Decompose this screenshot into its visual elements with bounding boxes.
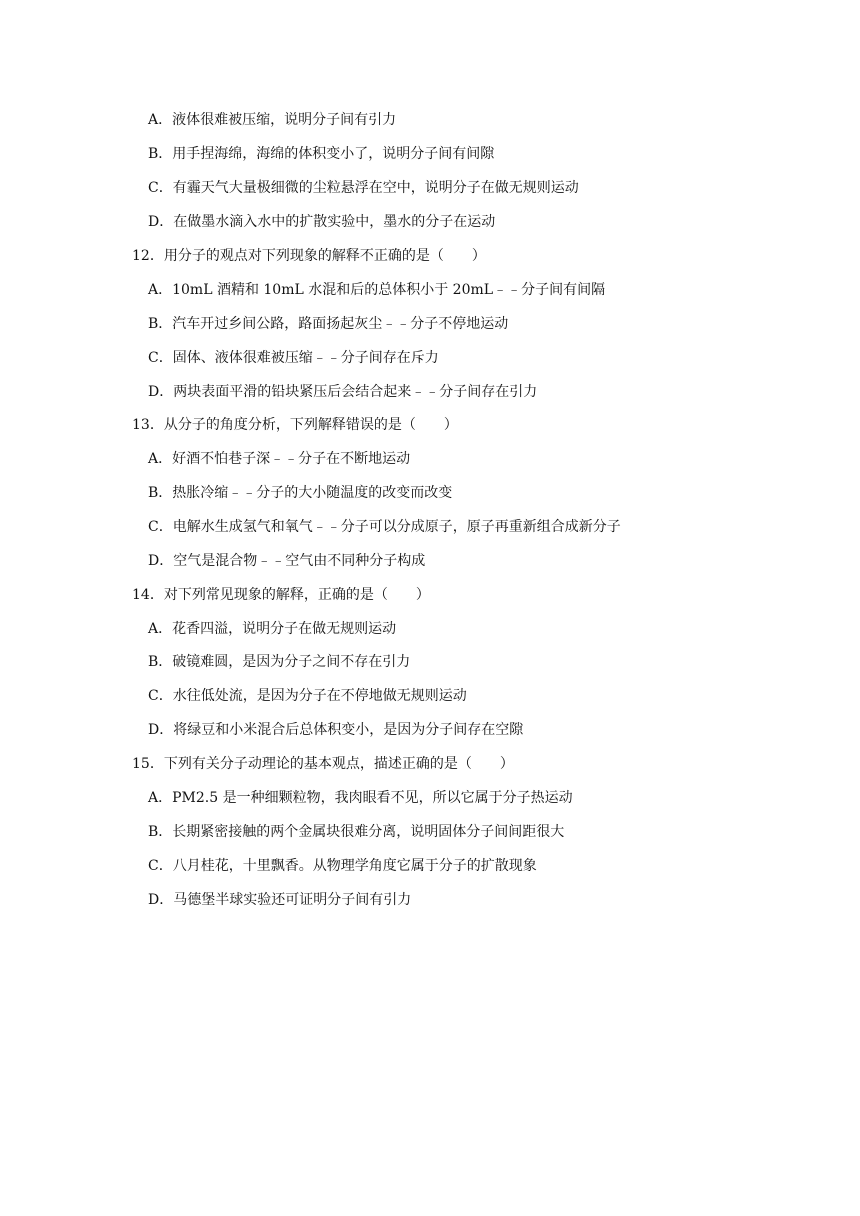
question-13: 13．从分子的角度分析，下列解释错误的是（ ） xyxy=(132,417,458,433)
option-a: A．好酒不怕巷子深﹣﹣分子在不断地运动 xyxy=(148,451,411,467)
option-c: C．电解水生成氢气和氧气﹣﹣分子可以分成原子，原子再重新组合成新分子 xyxy=(148,519,621,535)
option-b: B．长期紧密接触的两个金属块很难分离，说明固体分子间间距很大 xyxy=(148,824,565,840)
option-d: D．空气是混合物﹣﹣空气由不同种分子构成 xyxy=(148,553,426,569)
option-d: D．在做墨水滴入水中的扩散实验中，墨水的分子在运动 xyxy=(148,214,496,230)
option-b: B．用手捏海绵，海绵的体积变小了，说明分子间有间隙 xyxy=(148,146,495,162)
option-b: B．汽车开过乡间公路，路面扬起灰尘﹣﹣分子不停地运动 xyxy=(148,316,509,332)
option-d: D．马德堡半球实验还可证明分子间有引力 xyxy=(148,892,412,908)
question-15: 15．下列有关分子动理论的基本观点，描述正确的是（ ） xyxy=(132,756,514,772)
option-c: C．固体、液体很难被压缩﹣﹣分子间存在斥力 xyxy=(148,350,439,366)
question-14: 14．对下列常见现象的解释，正确的是（ ） xyxy=(132,587,430,603)
option-c: C．水往低处流，是因为分子在不停地做无规则运动 xyxy=(148,688,467,704)
option-a: A．液体很难被压缩，说明分子间有引力 xyxy=(148,112,397,128)
question-12: 12．用分子的观点对下列现象的解释不正确的是（ ） xyxy=(132,248,486,264)
option-a: A．花香四溢，说明分子在做无规则运动 xyxy=(148,621,397,637)
option-c: C．八月桂花，十里飘香。从物理学角度它属于分子的扩散现象 xyxy=(148,858,537,874)
option-c: C．有霾天气大量极细微的尘粒悬浮在空中，说明分子在做无规则运动 xyxy=(148,180,579,196)
option-d: D．将绿豆和小米混合后总体积变小，是因为分子间存在空隙 xyxy=(148,722,524,738)
option-d: D．两块表面平滑的铅块紧压后会结合起来﹣﹣分子间存在引力 xyxy=(148,384,538,400)
option-a: A．10mL 酒精和 10mL 水混和后的总体积小于 20mL﹣﹣分子间有间隔 xyxy=(148,282,606,298)
option-b: B．破镜难圆，是因为分子之间不存在引力 xyxy=(148,654,411,670)
option-a: A．PM2.5 是一种细颗粒物，我肉眼看不见，所以它属于分子热运动 xyxy=(148,790,573,806)
option-b: B．热胀冷缩﹣﹣分子的大小随温度的改变而改变 xyxy=(148,485,453,501)
